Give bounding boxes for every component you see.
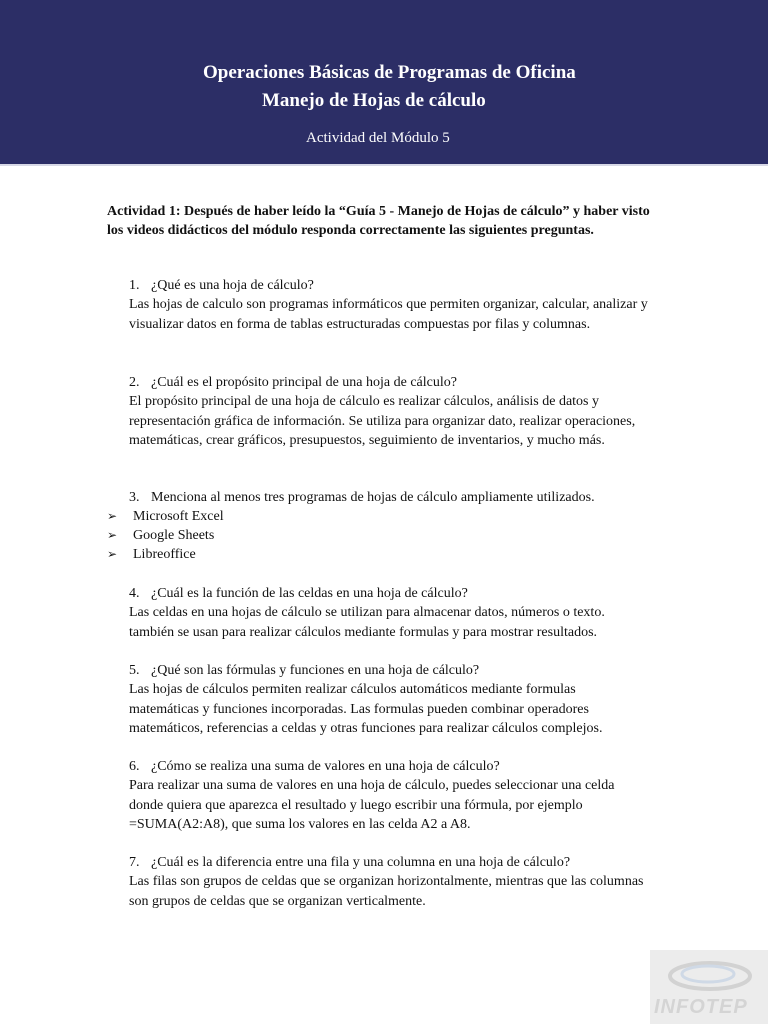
question-text: Menciona al menos tres programas de hojas de cálculo ampliamente utilizados. [151, 490, 595, 505]
answer-text: El propósito principal de una hoja de cálculo es realizar cálculos, análisis de datos y representación gráfica de información. Se utiliza para organizar dato, realizar operaciones, matemáticas, crear gráficos, presupuestos, seguimiento de inventarios, y mucho más. [129, 394, 636, 448]
question-text: ¿Qué es una hoja de cálculo? [151, 278, 314, 293]
question-block [129, 757, 649, 834]
question-block [129, 276, 649, 334]
question [129, 488, 649, 507]
question [129, 757, 649, 776]
question [129, 661, 649, 680]
question-block [129, 661, 649, 738]
question-block [129, 488, 649, 507]
question-text: ¿Cómo se realiza una suma de valores en una hoja de cálculo? [151, 759, 500, 774]
question-text: ¿Qué son las fórmulas y funciones en una hoja de cálculo? [151, 663, 480, 678]
question-text: ¿Cuál es la diferencia entre una fila y una columna en una hoja de cálculo? [151, 855, 571, 870]
list-item [107, 526, 224, 545]
answer-text: Las hojas de calculo son programas informáticos que permiten organizar, calcular, analizar y visualizar datos en forma de tablas estructuradas compuestas por filas y columnas. [129, 297, 648, 332]
question-number: 3. [129, 490, 140, 505]
document-subtitle: Manejo de Hojas de cálculo [262, 90, 486, 111]
activity-label: Actividad del Módulo 5 [306, 130, 450, 146]
infotep-watermark-logo [650, 950, 768, 1024]
question-text: ¿Cuál es la función de las celdas en una hoja de cálculo? [151, 586, 468, 601]
answer-text: Las hojas de cálculos permiten realizar cálculos automáticos mediante formulas matemáticas y funciones incorporadas. Las formulas pueden combinar operadores matemáticos, referencias a celdas y otras funciones para realizar cálculos complejos. [129, 682, 603, 736]
arrow-bullet-icon: ➢ [107, 547, 118, 561]
question-block [129, 373, 649, 450]
question-number: 6. [129, 759, 140, 774]
answer-text: Para realizar una suma de valores en una hoja de cálculo, puedes seleccionar una celda donde quiera que aparezca el resultado y luego escribir una fórmula, por ejemplo =SUMA(A2:A8), que suma los valores en las celda A2 a A8. [129, 778, 615, 832]
activity-instructions: Actividad 1: Después de haber leído la “Guía 5 - Manejo de Hojas de cálculo” y haber visto los videos didácticos del módulo responda correctamente las siguientes preguntas. [107, 204, 650, 238]
logo-text: INFOTEP [654, 996, 748, 1018]
question-number: 5. [129, 663, 140, 678]
document-title: Operaciones Básicas de Programas de Oficina [203, 62, 576, 83]
arrow-bullet-icon: ➢ [107, 509, 118, 523]
question-number: 7. [129, 855, 140, 870]
programs-list [107, 507, 224, 564]
question-text: ¿Cuál es el propósito principal de una hoja de cálculo? [151, 375, 457, 390]
list-item [107, 507, 224, 526]
question-block [129, 584, 649, 642]
question [129, 373, 649, 392]
answer-text: Las celdas en una hojas de cálculo se utilizan para almacenar datos, números o texto. también se usan para realizar cálculos mediante formulas y para mostrar resultados. [129, 605, 605, 640]
question [129, 584, 649, 603]
program-name: Microsoft Excel [133, 509, 224, 524]
answer-text: Las filas son grupos de celdas que se organizan horizontalmente, mientras que las columnas son grupos de celdas que se organizan verticalmente. [129, 874, 644, 909]
question-number: 2. [129, 375, 140, 390]
document-header [0, 0, 768, 166]
question [129, 276, 649, 295]
question-number: 4. [129, 586, 140, 601]
program-name: Libreoffice [133, 547, 196, 562]
question-block [129, 853, 649, 911]
arrow-bullet-icon: ➢ [107, 528, 118, 542]
list-item [107, 545, 224, 564]
program-name: Google Sheets [133, 528, 215, 543]
question-number: 1. [129, 278, 140, 293]
question [129, 853, 649, 872]
